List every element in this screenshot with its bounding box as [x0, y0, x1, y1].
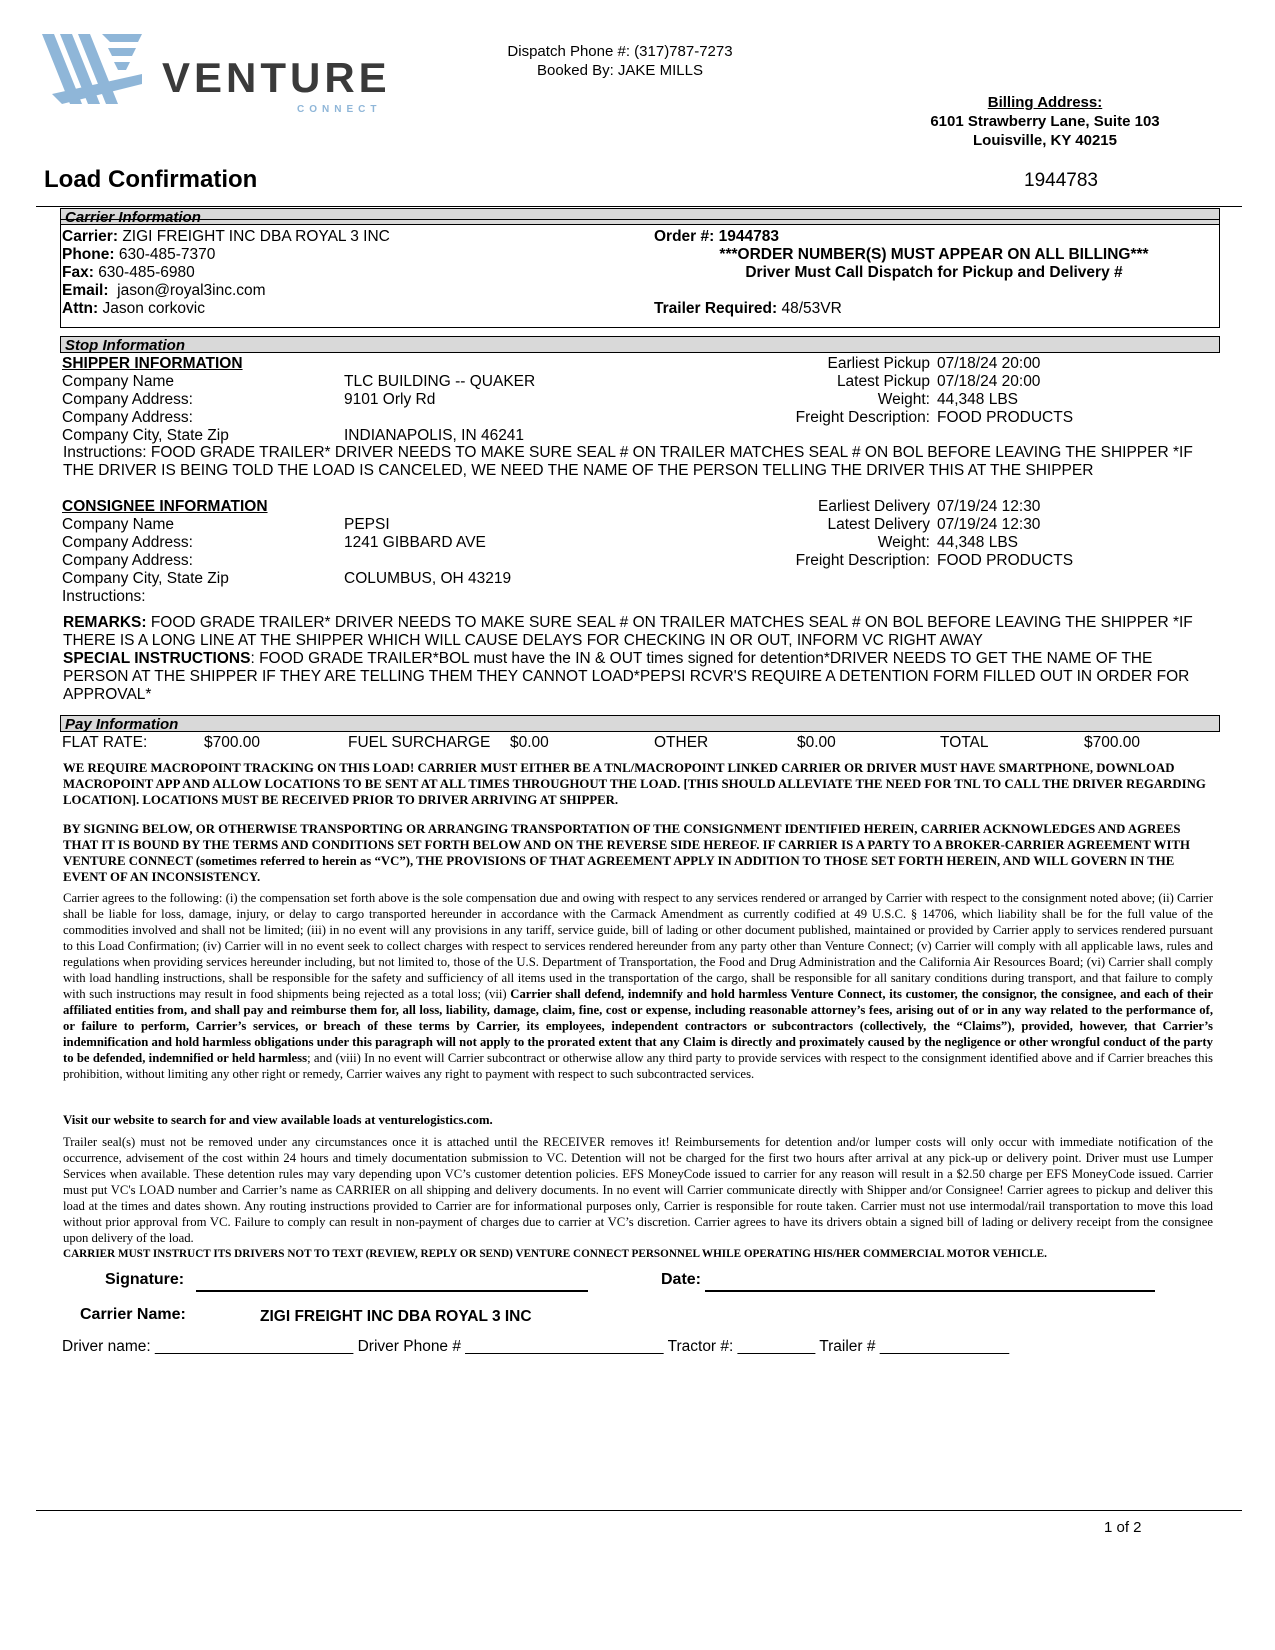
shipper-address1-label: Company Address: [62, 391, 193, 408]
carrier-section-header: Carrier Information [60, 208, 1220, 225]
logo-subtext: CONNECT [297, 104, 382, 115]
shipper-name: TLC BUILDING -- QUAKER [344, 373, 536, 390]
consignee-city-label: Company City, State Zip [62, 570, 229, 587]
shipper-city: INDIANAPOLIS, IN 46241 [344, 427, 525, 444]
carrier-order-number: Order #: 1944783 [654, 228, 779, 245]
shipper-name-label: Company Name [62, 373, 174, 390]
stop-section-header: Stop Information [60, 336, 1220, 353]
driver-info-line[interactable]: Driver name: _______________________ Driver Phone # _______________________ Tractor #: _________ Trailer # _______________ [62, 1338, 1010, 1355]
consignee-address2-label: Company Address: [62, 552, 193, 569]
fuel-surcharge-label: FUEL SURCHARGE [348, 734, 491, 751]
carrier-name: ZIGI FREIGHT INC DBA ROYAL 3 INC [122, 228, 390, 245]
flat-rate: $700.00 [204, 734, 261, 751]
billing-address [880, 93, 1210, 150]
dispatch-phone: Dispatch Phone #: (317)787-7273 [507, 43, 733, 60]
special-instructions: SPECIAL INSTRUCTIONS: FOOD GRADE TRAILER*BOL must have the IN & OUT times signed for detention*DRIVER NEEDS TO GET THE NAME OF THE PERSON AT THE SHIPPER IF THEY ARE TELLING THEM THEY CANNOT LOAD*PEPSI RCVR'S REQUIRE A DETENTION FORM FILLED OUT IN ORDER FOR APPROVAL* [63, 650, 1190, 703]
total-amount: $700.00 [1084, 734, 1141, 751]
pay-section-header: Pay Information [60, 715, 1220, 732]
venture-connect-logo [42, 34, 402, 124]
shipper-city-label: Company City, State Zip [62, 427, 229, 444]
consignee-instructions: Instructions: [62, 588, 146, 605]
consignee-weight-label: Weight: [877, 534, 930, 551]
latest-delivery-label: Latest Delivery [827, 516, 930, 533]
earliest-delivery: 07/19/24 12:30 [937, 498, 1041, 515]
consignee-address1-label: Company Address: [62, 534, 193, 551]
latest-pickup: 07/18/24 20:00 [937, 373, 1041, 390]
date-line[interactable] [705, 1290, 1155, 1292]
carrier-name-value: ZIGI FREIGHT INC DBA ROYAL 3 INC [260, 1308, 532, 1325]
carrier-fax: 630-485-6980 [98, 264, 195, 281]
trailer-required: 48/53VR [781, 300, 842, 317]
remarks: REMARKS: FOOD GRADE TRAILER* DRIVER NEEDS TO MAKE SURE SEAL # ON TRAILER MATCHES SEAL # ON BOL BEFORE LEAVING THE SHIPPER *IF THERE IS A LONG LINE AT THE SHIPPER WHICH WILL CAUSE DELAYS FOR CHECKING IN OR OUT, INFORM VC RIGHT AWAY [63, 614, 1193, 649]
consignee-freight: FOOD PRODUCTS [937, 552, 1074, 569]
date-label: Date: [661, 1271, 702, 1288]
page-title: Load Confirmation [44, 166, 258, 193]
earliest-pickup-label: Earliest Pickup [827, 355, 930, 372]
shipper-instructions: Instructions: FOOD GRADE TRAILER* DRIVER NEEDS TO MAKE SURE SEAL # ON TRAILER MATCHES SEAL # ON BOL BEFORE LEAVING THE SHIPPER *IF THE DRIVER IS BEING TOLD THE LOAD IS CANCELED, WE NEED THE NAME OF THE PERSON TELLING THE DRIVER THIS AT THE SHIPPER [63, 444, 1193, 479]
consignee-name-label: Company Name [62, 516, 174, 533]
earliest-delivery-label: Earliest Delivery [818, 498, 930, 515]
carrier-phone-row: Phone: 630-485-7370 [62, 246, 216, 263]
shipper-heading: SHIPPER INFORMATION [62, 355, 243, 372]
consignee-address1: 1241 GIBBARD AVE [344, 534, 486, 551]
consignee-weight: 44,348 LBS [937, 534, 1019, 551]
shipper-address1: 9101 Orly Rd [344, 391, 436, 408]
signature-line[interactable] [196, 1290, 588, 1292]
header-order-number: 1944783 [1024, 170, 1098, 191]
billing-line1: 6101 Strawberry Lane, Suite 103 [930, 113, 1160, 130]
latest-pickup-label: Latest Pickup [836, 373, 930, 390]
carrier-attn-row: Attn: Jason corkovic [62, 300, 205, 317]
fuel-surcharge: $0.00 [510, 734, 549, 751]
carrier-attn: Jason corkovic [102, 300, 205, 317]
carrier-email: jason@royal3inc.com [117, 282, 266, 299]
dispatch-call-note: Driver Must Call Dispatch for Pickup and Delivery # [745, 264, 1123, 281]
shipper-freight: FOOD PRODUCTS [937, 409, 1074, 426]
booked-by: Booked By: JAKE MILLS [537, 62, 703, 79]
other-label: OTHER [654, 734, 709, 751]
consignee-city: COLUMBUS, OH 43219 [344, 570, 512, 587]
header-divider [36, 206, 1242, 207]
billing-label: Billing Address: [987, 94, 1103, 111]
total-label: TOTAL [940, 734, 989, 751]
carrier-agreement: Carrier agrees to the following: (i) the compensation set forth above is the sole compensation due and owing with respect to any services rendered or arranged by Carrier with respect to the consignment noted above; (ii) Carrier shall be liable for loss, damage, injury, or delay to cargo transported hereunder in accordance with the Carmack Amendment as currently codified at 49 U.S.C. § 14706, which liability shall be for the full value of the commodities involved and shall not be limited; (iii) in no event will any provisions in any tariff, service guide, bill of lading or other document published, maintained or provided by Carrier apply to services rendered pursuant to this Load Confirmation; (iv) Carrier will in no event seek to collect charges with respect to services rendered hereunder from any party other than Venture Connect; (v) Carrier will comply with all applicable laws, rules and regulations when providing services hereunder including, but not limited to, those of the U.S. Department of Transportation, the Food and Drug Administration and the California Air Resources Board; (vi) Carrier shall comply with load handling instructions, shall be responsible for the safety and sufficiency of all items used in the transportation of the cargo, shall be responsible for all sanitary conditions during transport, and that failure to comply with such instructions may result in food shipments being rejected as a total loss; (vii) Carrier shall defend, indemnify and hold harmless Venture Connect, its customer, the consignor, the consignee, and each of their affiliated entities from, and shall pay and reimburse them for, all loss, liability, damage, claim, fine, cost or expense, including reasonable attorney’s fees, arising out of or in any way related to the performance of, or failure to perform, Carrier’s services, or breach of these terms by Carrier, its employees, independent contractors or subcontractors (collectively, the “Claims”), provided, however, that Carrier’s indemnification and hold harmless obligations under this paragraph will not apply to the prorated extent that any Claim is directly and proximately caused by the negligence or other wrongful conduct of the party to be defended, indemnified or held harmless; and (viii) In no event will Carrier subcontract or otherwise allow any third party to provide services with respect to the consignment identified above and if Carrier breaches this prohibition, without limiting any other right or remedy, Carrier waives any right to payment with respect to such subcontracted services. [63, 891, 1213, 1081]
shipper-weight-label: Weight: [877, 391, 930, 408]
carrier-fax-row: Fax: 630-485-6980 [62, 264, 195, 281]
macropoint-notice: WE REQUIRE MACROPOINT TRACKING ON THIS LOAD! CARRIER MUST EITHER BE A TNL/MACROPOINT LINKED CARRIER OR DRIVER MUST HAVE SMARTPHONE, DOWNLOAD MACROPOINT APP AND ALLOW LOCATIONS TO BE SENT AT ALL TIMES THROUGHOUT THE LOAD. [THIS SHOULD ALLEVIATE THE NEED FOR TNL TO CALL THE DRIVER REGARDING LOCATION]. LOCATIONS MUST BE RECEIVED PRIOR TO DRIVER ARRIVING AT SHIPPER. [63, 761, 1206, 807]
billing-line2: Louisville, KY 40215 [973, 132, 1117, 149]
carrier-email-row: Email: jason@royal3inc.com [62, 282, 266, 299]
consignee-heading: CONSIGNEE INFORMATION [62, 498, 268, 515]
website-notice: Visit our website to search for and view available loads at venturelogistics.com. [63, 1113, 493, 1127]
earliest-pickup: 07/18/24 20:00 [937, 355, 1041, 372]
signature-label: Signature: [105, 1271, 185, 1288]
dispatch-info [470, 42, 770, 80]
footer-divider [36, 1510, 1242, 1511]
latest-delivery: 07/19/24 12:30 [937, 516, 1041, 533]
logo-wordmark: VENTURE [162, 54, 391, 101]
trailer-seal-terms: Trailer seal(s) must not be removed under any circumstances once it is attached until the RECEIVER removes it! Reimbursements for detention and/or lumper costs will only occur with immediate notification of the occurrence, advisement of the cost within 24 hours and timely documentation submission to VC. Detention will not be charged for the first two hours after arrival at any pick-up or delivery point. Driver must use Lumper Services when available. These detention rules may vary depending upon VC’s customer detention policies. EFS MoneyCode issued to carrier for any reason will result in a $2.50 charge per EFS MoneyCode issued. Carrier must put VC's LOAD number and Carrier’s name as CARRIER on all shipping and delivery documents. In no event will Carrier communicate directly with Shipper and/or Consignee! Carrier agrees to pickup and deliver this load at the times and dates shown. Any routing instructions provided to Carrier are for informational purposes only, Carrier is responsible for route taken. Carrier must not use intermodal/rail transportation to move this load without prior approval from VC. Failure to comply can result in non-payment of charges due to carrier at VC’s discretion. Carrier agrees to have its drivers obtain a signed bill of lading or delivery receipt from the consignee upon delivery of the load. [63, 1135, 1213, 1245]
shipper-address2-label: Company Address: [62, 409, 193, 426]
carrier-name-label: Carrier Name: [80, 1306, 186, 1323]
shipper-freight-label: Freight Description: [795, 409, 930, 426]
carrier-name-row: Carrier: ZIGI FREIGHT INC DBA ROYAL 3 INC [62, 228, 390, 245]
signing-terms: BY SIGNING BELOW, OR OTHERWISE TRANSPORTING OR ARRANGING TRANSPORTATION OF THE CONSIGNMENT IDENTIFIED HEREIN, CARRIER ACKNOWLEDGES AND AGREES THAT IT IS BOUND BY THE TERMS AND CONDITIONS SET FORTH BELOW AND ON THE REVERSE SIDE HEREOF. IF CARRIER IS A PARTY TO A BROKER-CARRIER AGREEMENT WITH VENTURE CONNECT (sometimes referred to herein as “VC”), THE PROVISIONS OF THAT AGREEMENT APPLY IN ADDITION TO THOSE SET FORTH HEREIN, AND WILL GOVERN IN THE EVENT OF AN INCONSISTENCY. [63, 822, 1190, 884]
order-billing-note: ***ORDER NUMBER(S) MUST APPEAR ON ALL BILLING*** [719, 246, 1149, 263]
flat-rate-label: FLAT RATE: [62, 734, 148, 751]
carrier-phone: 630-485-7370 [118, 246, 216, 263]
other-charge: $0.00 [797, 734, 836, 751]
consignee-freight-label: Freight Description: [795, 552, 930, 569]
page-number: 1 of 2 [1104, 1519, 1142, 1536]
consignee-name: PEPSI [344, 516, 390, 533]
no-text-notice: CARRIER MUST INSTRUCT ITS DRIVERS NOT TO TEXT (REVIEW, REPLY OR SEND) VENTURE CONNECT PERSONNEL WHILE OPERATING HIS/HER COMMERCIAL MOTOR VEHICLE. [63, 1248, 1047, 1260]
shipper-weight: 44,348 LBS [937, 391, 1019, 408]
trailer-required-row: Trailer Required: 48/53VR [654, 300, 842, 317]
